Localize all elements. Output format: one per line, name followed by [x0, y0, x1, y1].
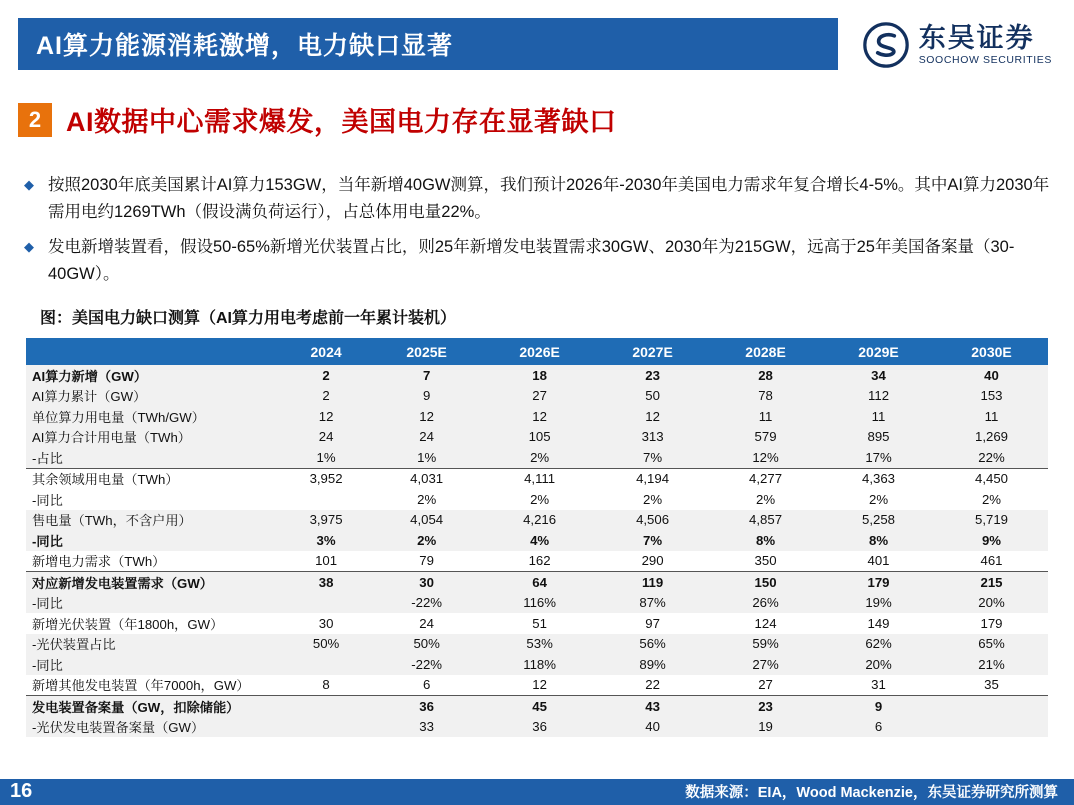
- table-cell: 3%: [282, 530, 370, 551]
- table-cell: 20%: [935, 593, 1048, 614]
- table-cell: 4,111: [483, 468, 596, 489]
- table-cell: 38: [282, 572, 370, 593]
- table-cell: 62%: [822, 634, 935, 655]
- table-header-cell: 2030E: [935, 338, 1048, 365]
- table-cell: 6: [370, 675, 483, 696]
- table-cell: 2%: [822, 489, 935, 510]
- table-cell: 4%: [483, 530, 596, 551]
- table-row-label: 售电量（TWh，不含户用）: [26, 510, 282, 531]
- table-cell: [282, 654, 370, 675]
- table-header-cell: 2025E: [370, 338, 483, 365]
- table-cell: 19%: [822, 593, 935, 614]
- table-cell: 20%: [822, 654, 935, 675]
- source-note: 数据来源：EIA，Wood Mackenzie，东吴证券研究所测算: [685, 785, 1058, 801]
- table-header-cell: 2026E: [483, 338, 596, 365]
- soochow-logo-icon: [863, 22, 909, 68]
- table-row: [26, 365, 1048, 386]
- table-cell: 89%: [596, 654, 709, 675]
- table-cell: 11: [822, 406, 935, 427]
- page-title-bar: [18, 18, 838, 70]
- table-cell: 33: [370, 717, 483, 738]
- table-cell: 2%: [709, 489, 822, 510]
- table-cell: 118%: [483, 654, 596, 675]
- section-title: AI数据中心需求爆发，美国电力存在显著缺口: [66, 107, 617, 137]
- table-cell: 7%: [596, 447, 709, 468]
- table-header-cell: 2029E: [822, 338, 935, 365]
- table-cell: 4,857: [709, 510, 822, 531]
- table-header-cell: 2027E: [596, 338, 709, 365]
- table-cell: 4,506: [596, 510, 709, 531]
- table-cell: 78: [709, 386, 822, 407]
- table-row-label: 对应新增发电装置需求（GW）: [26, 572, 282, 593]
- table-cell: 97: [596, 613, 709, 634]
- table-cell: [935, 696, 1048, 717]
- table-cell: 6: [822, 717, 935, 738]
- table-cell: 12: [483, 406, 596, 427]
- table-cell: [282, 593, 370, 614]
- table-cell: 7%: [596, 530, 709, 551]
- table-row: [26, 572, 1048, 593]
- table-cell: 9%: [935, 530, 1048, 551]
- diamond-bullet-icon: ◆: [24, 177, 34, 192]
- table-row: [26, 386, 1048, 407]
- table-cell: 2%: [370, 489, 483, 510]
- table-cell: 2%: [370, 530, 483, 551]
- table-caption: 图：美国电力缺口测算（AI算力用电考虑前一年累计装机）: [40, 310, 457, 327]
- table-cell: 112: [822, 386, 935, 407]
- table-cell: 4,277: [709, 468, 822, 489]
- table-cell: 105: [483, 427, 596, 448]
- table-cell: 179: [822, 572, 935, 593]
- table-cell: 2: [282, 386, 370, 407]
- table-row: [26, 427, 1048, 448]
- table-row-label: 发电装置备案量（GW，扣除储能）: [26, 696, 282, 717]
- table-cell: 350: [709, 551, 822, 572]
- table-row: [26, 551, 1048, 572]
- table-cell: 26%: [709, 593, 822, 614]
- page-title: AI算力能源消耗激增，电力缺口显著: [36, 32, 454, 60]
- table-cell: 23: [596, 365, 709, 386]
- table-cell: 40: [596, 717, 709, 738]
- section-number-badge: 2: [18, 103, 52, 137]
- table-cell: 4,194: [596, 468, 709, 489]
- table-cell: 149: [822, 613, 935, 634]
- table-cell: 30: [370, 572, 483, 593]
- table-cell: 1,269: [935, 427, 1048, 448]
- section-heading: [18, 100, 617, 139]
- table-cell: 56%: [596, 634, 709, 655]
- table-cell: [282, 717, 370, 738]
- table-cell: 2%: [483, 489, 596, 510]
- table-cell: -22%: [370, 654, 483, 675]
- bullet-item: [22, 172, 1052, 226]
- table-cell: 290: [596, 551, 709, 572]
- table-cell: 30: [282, 613, 370, 634]
- table-cell: 23: [709, 696, 822, 717]
- data-table-container: [26, 338, 1048, 737]
- table-cell: 5,258: [822, 510, 935, 531]
- table-cell: 7: [370, 365, 483, 386]
- table-cell: 2%: [935, 489, 1048, 510]
- table-cell: 5,719: [935, 510, 1048, 531]
- forecast-table: [26, 338, 1048, 737]
- table-cell: 101: [282, 551, 370, 572]
- table-cell: 1%: [282, 447, 370, 468]
- table-cell: 27%: [709, 654, 822, 675]
- table-cell: 162: [483, 551, 596, 572]
- table-row: [26, 468, 1048, 489]
- table-cell: 22%: [935, 447, 1048, 468]
- table-cell: 36: [370, 696, 483, 717]
- table-row-label: AI算力合计用电量（TWh）: [26, 427, 282, 448]
- table-cell: 11: [935, 406, 1048, 427]
- table-cell: 36: [483, 717, 596, 738]
- table-cell: 79: [370, 551, 483, 572]
- table-cell: 43: [596, 696, 709, 717]
- table-row-label: 新增光伏装置（年1800h，GW）: [26, 613, 282, 634]
- table-cell: 19: [709, 717, 822, 738]
- table-cell: 1%: [370, 447, 483, 468]
- table-cell: 59%: [709, 634, 822, 655]
- table-cell: [935, 717, 1048, 738]
- table-cell: 24: [282, 427, 370, 448]
- table-cell: 150: [709, 572, 822, 593]
- table-cell: 64: [483, 572, 596, 593]
- table-cell: 3,952: [282, 468, 370, 489]
- table-row-label: -同比: [26, 489, 282, 510]
- table-cell: 8%: [822, 530, 935, 551]
- table-row: [26, 406, 1048, 427]
- table-cell: 313: [596, 427, 709, 448]
- diamond-bullet-icon: ◆: [24, 239, 34, 254]
- table-cell: 4,054: [370, 510, 483, 531]
- table-row: [26, 593, 1048, 614]
- table-cell: 4,216: [483, 510, 596, 531]
- table-cell: 24: [370, 613, 483, 634]
- table-header-cell: 2024: [282, 338, 370, 365]
- table-row: [26, 510, 1048, 531]
- table-cell: 401: [822, 551, 935, 572]
- table-cell: -22%: [370, 593, 483, 614]
- table-row-label: AI算力新增（GW）: [26, 365, 282, 386]
- table-header-cell: [26, 338, 282, 365]
- table-row-label: -同比: [26, 654, 282, 675]
- table-row: [26, 613, 1048, 634]
- logo-name-cn: 东吴证券: [918, 22, 1035, 53]
- table-cell: 50: [596, 386, 709, 407]
- table-cell: 119: [596, 572, 709, 593]
- table-cell: 12: [370, 406, 483, 427]
- table-row: [26, 530, 1048, 551]
- table-cell: 51: [483, 613, 596, 634]
- table-cell: 22: [596, 675, 709, 696]
- table-row-label: -同比: [26, 593, 282, 614]
- bullet-text: 发电新增装置看，假设50-65%新增光伏装置占比，则25年新增发电装置需求30GW、2030年为215GW，远高于25年美国备案量（30-40GW）。: [48, 238, 1015, 283]
- table-cell: 24: [370, 427, 483, 448]
- table-cell: 50%: [282, 634, 370, 655]
- table-cell: 17%: [822, 447, 935, 468]
- table-cell: 40: [935, 365, 1048, 386]
- table-cell: 21%: [935, 654, 1048, 675]
- table-cell: 31: [822, 675, 935, 696]
- table-cell: 34: [822, 365, 935, 386]
- table-cell: [282, 489, 370, 510]
- table-cell: 28: [709, 365, 822, 386]
- table-row: [26, 717, 1048, 738]
- logo-name-en: SOOCHOW SECURITIES: [918, 54, 1052, 67]
- table-cell: 124: [709, 613, 822, 634]
- table-cell: [282, 696, 370, 717]
- table-cell: 65%: [935, 634, 1048, 655]
- bullet-text: 按照2030年底美国累计AI算力153GW，当年新增40GW测算，我们预计2026年-2030年美国电力需求年复合增长4-5%。其中AI算力2030年需用电约1269TWh（假设满负荷运行），占总体用电量22%。: [48, 176, 1050, 221]
- company-logo: [863, 22, 1052, 68]
- table-cell: 27: [709, 675, 822, 696]
- table-cell: 215: [935, 572, 1048, 593]
- table-cell: 35: [935, 675, 1048, 696]
- table-cell: 12: [596, 406, 709, 427]
- table-row: [26, 675, 1048, 696]
- table-cell: 11: [709, 406, 822, 427]
- table-cell: 461: [935, 551, 1048, 572]
- table-cell: 12%: [709, 447, 822, 468]
- table-cell: 895: [822, 427, 935, 448]
- table-cell: 18: [483, 365, 596, 386]
- table-row: [26, 696, 1048, 717]
- table-header-row: [26, 338, 1048, 365]
- table-row: [26, 447, 1048, 468]
- table-cell: 8%: [709, 530, 822, 551]
- table-row-label: AI算力累计（GW）: [26, 386, 282, 407]
- table-row-label: -同比: [26, 530, 282, 551]
- table-row: [26, 489, 1048, 510]
- table-row-label: 新增电力需求（TWh）: [26, 551, 282, 572]
- table-cell: 50%: [370, 634, 483, 655]
- table-cell: 153: [935, 386, 1048, 407]
- table-row-label: -光伏装置占比: [26, 634, 282, 655]
- table-cell: 4,363: [822, 468, 935, 489]
- table-cell: 8: [282, 675, 370, 696]
- table-body: [26, 365, 1048, 737]
- table-cell: 12: [282, 406, 370, 427]
- page-number: 16: [10, 780, 33, 802]
- table-cell: 579: [709, 427, 822, 448]
- table-cell: 179: [935, 613, 1048, 634]
- table-cell: 12: [483, 675, 596, 696]
- table-cell: 87%: [596, 593, 709, 614]
- table-cell: 3,975: [282, 510, 370, 531]
- table-row-label: 新增其他发电装置（年7000h，GW）: [26, 675, 282, 696]
- table-cell: 9: [370, 386, 483, 407]
- table-row-label: -占比: [26, 447, 282, 468]
- table-cell: 2%: [596, 489, 709, 510]
- bullet-item: [22, 234, 1052, 288]
- table-cell: 45: [483, 696, 596, 717]
- logo-text-block: [919, 24, 1052, 66]
- table-row: [26, 654, 1048, 675]
- table-cell: 4,450: [935, 468, 1048, 489]
- bullet-list: [22, 172, 1052, 296]
- table-cell: 116%: [483, 593, 596, 614]
- table-row-label: -光伏发电装置备案量（GW）: [26, 717, 282, 738]
- table-cell: 2%: [483, 447, 596, 468]
- table-row: [26, 634, 1048, 655]
- table-cell: 4,031: [370, 468, 483, 489]
- table-cell: 9: [822, 696, 935, 717]
- table-cell: 2: [282, 365, 370, 386]
- table-header-cell: 2028E: [709, 338, 822, 365]
- table-row-label: 其余领域用电量（TWh）: [26, 468, 282, 489]
- table-cell: 27: [483, 386, 596, 407]
- table-cell: 53%: [483, 634, 596, 655]
- table-row-label: 单位算力用电量（TWh/GW）: [26, 406, 282, 427]
